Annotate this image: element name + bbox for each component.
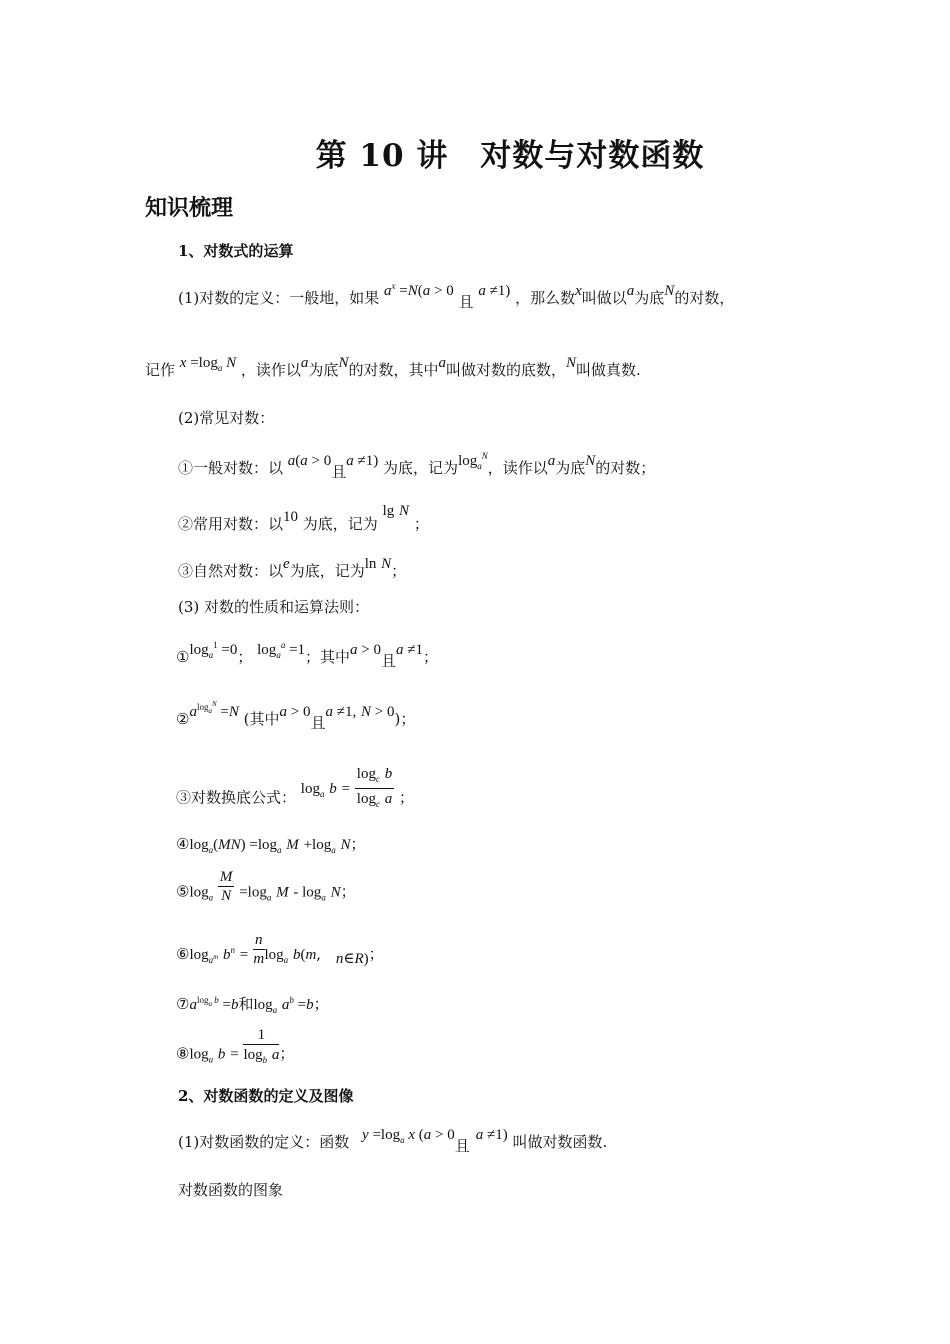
common-logs-heading: (2)常见对数： (178, 409, 275, 427)
formula-exp: $a^x =N(a > 0$ (384, 281, 454, 299)
definition-line-2: 记作 $x =\log_a$ N ，读作以a为底N的对数，其中a叫做对数的底数，N叫做真数. (145, 355, 641, 379)
subsection-heading-2: 2、对数函数的定义及图像 (178, 1087, 354, 1105)
rule-8: $⑧\log_a$ b = $\frac{1}{\log_b a}$ ； (176, 1027, 295, 1065)
rule-1: $①\log_a^1 =0$； $\log_a^a =1$；其中a > 0且a ≠1； (176, 640, 439, 670)
log-function-definition: (1)对数函数的定义：函数 $y =\log_a$ x (a > 0且a ≠1) 叫做对数函数. (178, 1127, 608, 1155)
rule-6: $⑥\log_{a^m}$ $b^n$ = $\frac{n}{m}$ $\log_a b(m$, n∈R)； (176, 931, 384, 967)
formula-log-def: $x =\log_a$ N (179, 355, 237, 373)
page-title: 第 10 讲 对数与对数函数 (315, 138, 705, 174)
rule-2: $②a^{log_a^N} =N$ (其中a > 0且a ≠1, N > 0)； (176, 700, 416, 732)
rules-heading: (3) 对数的性质和运算法则： (178, 598, 370, 616)
natural-log-line: ③自然对数：以e为底，记为ln N； (178, 556, 407, 580)
rule-5: $⑤\log_a$ $\frac{M}{N}$ $=\log_a$ M - $\log_a N$； (176, 869, 356, 904)
section-heading: 知识梳理 (145, 195, 234, 221)
common-log-line: ②常用对数：以10 为底，记为 lg N ； (178, 503, 429, 533)
definition-line: (1)对数的定义：一般地，如果 $a^x =N(a > 0$ 且 a ≠1) ，那么数x叫做以a为底N的对数， (178, 281, 735, 311)
rule-7: $⑦a^{log_a b} =b$和$\log_a a^b =b$； (176, 995, 329, 1015)
general-log-line: ①一般对数：以 a(a > 0且a ≠1) 为底，记为$\log_a^N$，读作以a为底N的对数； (178, 451, 656, 481)
rule-4: $④\log_a(MN) =\log_a$ $M +\log_a$ N； (176, 835, 366, 855)
subsection-heading-1: 1、对数式的运算 (178, 242, 294, 260)
rule-3: ③对数换底公式： $\log_a b$ = $\frac{\log_c b}{\log_c a}$ ； (176, 766, 415, 809)
graph-caption: 对数函数的图象 (178, 1181, 284, 1199)
